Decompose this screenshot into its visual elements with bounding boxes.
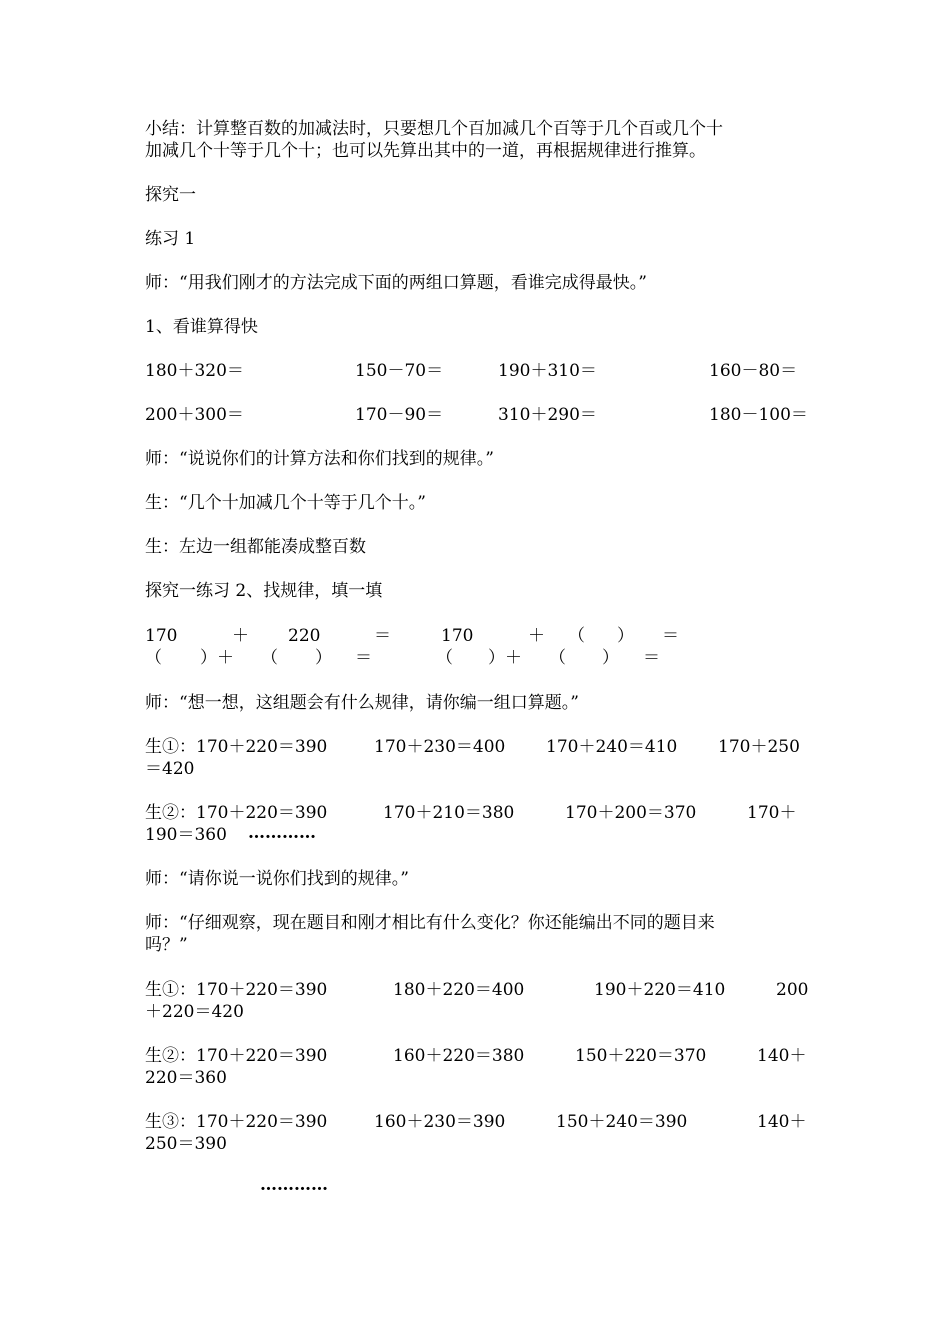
task2-token: ＝ [643, 648, 660, 668]
teacher-ask-method: 师：“说说你们的计算方法和你们找到的规律。” [145, 449, 494, 469]
equation: 生①：170＋220＝390 [145, 737, 328, 757]
task2-token: ＝ [374, 626, 391, 646]
task2-token: （ [145, 648, 162, 668]
task2-token: 170 [145, 626, 178, 646]
equation-wrap: 220＝360 [145, 1068, 227, 1088]
task1-cell: 160－80＝ [709, 361, 798, 381]
task2-token: ）＋ [200, 648, 234, 668]
task2-token: （ [261, 648, 278, 668]
equation: 170＋ [747, 803, 797, 823]
task1-cell: 150－70＝ [355, 361, 444, 381]
equation: 170＋210＝380 [383, 803, 515, 823]
equation: 180＋220＝400 [393, 980, 525, 1000]
task2-token: 220 [288, 626, 321, 646]
equation: 150＋240＝390 [556, 1112, 688, 1132]
equation: 170＋230＝400 [374, 737, 506, 757]
task2-title: 探究一练习 2、找规律，填一填 [145, 581, 383, 601]
equation-wrap: ＋220＝420 [145, 1002, 244, 1022]
task2-token: ） [315, 648, 332, 668]
equation: 140＋ [757, 1046, 807, 1066]
equation: 140＋ [757, 1112, 807, 1132]
task2-token: （ [549, 648, 566, 668]
equation-wrap: ＝420 [145, 759, 195, 779]
task2-token: 170 [441, 626, 474, 646]
teacher-think: 师：“想一想，这组题会有什么规律，请你编一组口算题。” [145, 693, 579, 713]
summary-line-2: 加减几个十等于几个十；也可以先算出其中的一道，再根据规律进行推算。 [145, 141, 706, 161]
student-left-group: 生：左边一组都能凑成整百数 [145, 537, 366, 557]
equation: 160＋220＝380 [393, 1046, 525, 1066]
task2-token: ＝ [662, 626, 679, 646]
task2-token: ）＋ [488, 648, 522, 668]
task1-cell: 170－90＝ [355, 405, 444, 425]
equation: 200 [776, 980, 809, 1000]
equation: 170＋240＝410 [546, 737, 678, 757]
ellipsis: ………… [260, 1175, 328, 1195]
equation: 170＋200＝370 [565, 803, 697, 823]
summary-line-1: 小结：计算整百数的加减法时，只要想几个百加减几个百等于几个百或几个十 [145, 119, 723, 139]
equation: 150＋220＝370 [575, 1046, 707, 1066]
heading-explore: 探究一 [145, 185, 196, 205]
student-rule: 生：“几个十加减几个十等于几个十。” [145, 493, 426, 513]
task1-title: 1、看谁算得快 [145, 317, 258, 337]
heading-practice-1: 练习 1 [145, 229, 196, 249]
equation: 生③：170＋220＝390 [145, 1112, 328, 1132]
equation: 160＋230＝390 [374, 1112, 506, 1132]
equation-wrap: 250＝390 [145, 1134, 227, 1154]
task2-token: （ [568, 626, 585, 646]
task1-cell: 180－100＝ [709, 405, 808, 425]
task1-cell: 200＋300＝ [145, 405, 244, 425]
task1-cell: 190＋310＝ [498, 361, 597, 381]
ellipsis: ………… [248, 823, 316, 843]
task2-token: ＝ [355, 648, 372, 668]
equation-wrap: 190＝360 [145, 825, 227, 845]
equation: 生①：170＋220＝390 [145, 980, 328, 1000]
task2-token: ） [602, 648, 619, 668]
equation: 生②：170＋220＝390 [145, 1046, 328, 1066]
task2-token: ） [617, 626, 634, 646]
task1-cell: 180＋320＝ [145, 361, 244, 381]
teacher-rule: 师：“请你说一说你们找到的规律。” [145, 869, 409, 889]
teacher-observe-line-1: 师：“仔细观察，现在题目和刚才相比有什么变化？你还能编出不同的题目来 [145, 913, 715, 933]
task1-cell: 310＋290＝ [498, 405, 597, 425]
task2-token: （ [436, 648, 453, 668]
equation: 生②：170＋220＝390 [145, 803, 328, 823]
equation: 190＋220＝410 [594, 980, 726, 1000]
task2-token: ＋ [232, 626, 249, 646]
teacher-intro: 师：“用我们刚才的方法完成下面的两组口算题，看谁完成得最快。” [145, 273, 647, 293]
teacher-observe-line-2: 吗？” [145, 935, 188, 955]
task2-token: ＋ [528, 626, 545, 646]
equation: 170＋250 [718, 737, 800, 757]
